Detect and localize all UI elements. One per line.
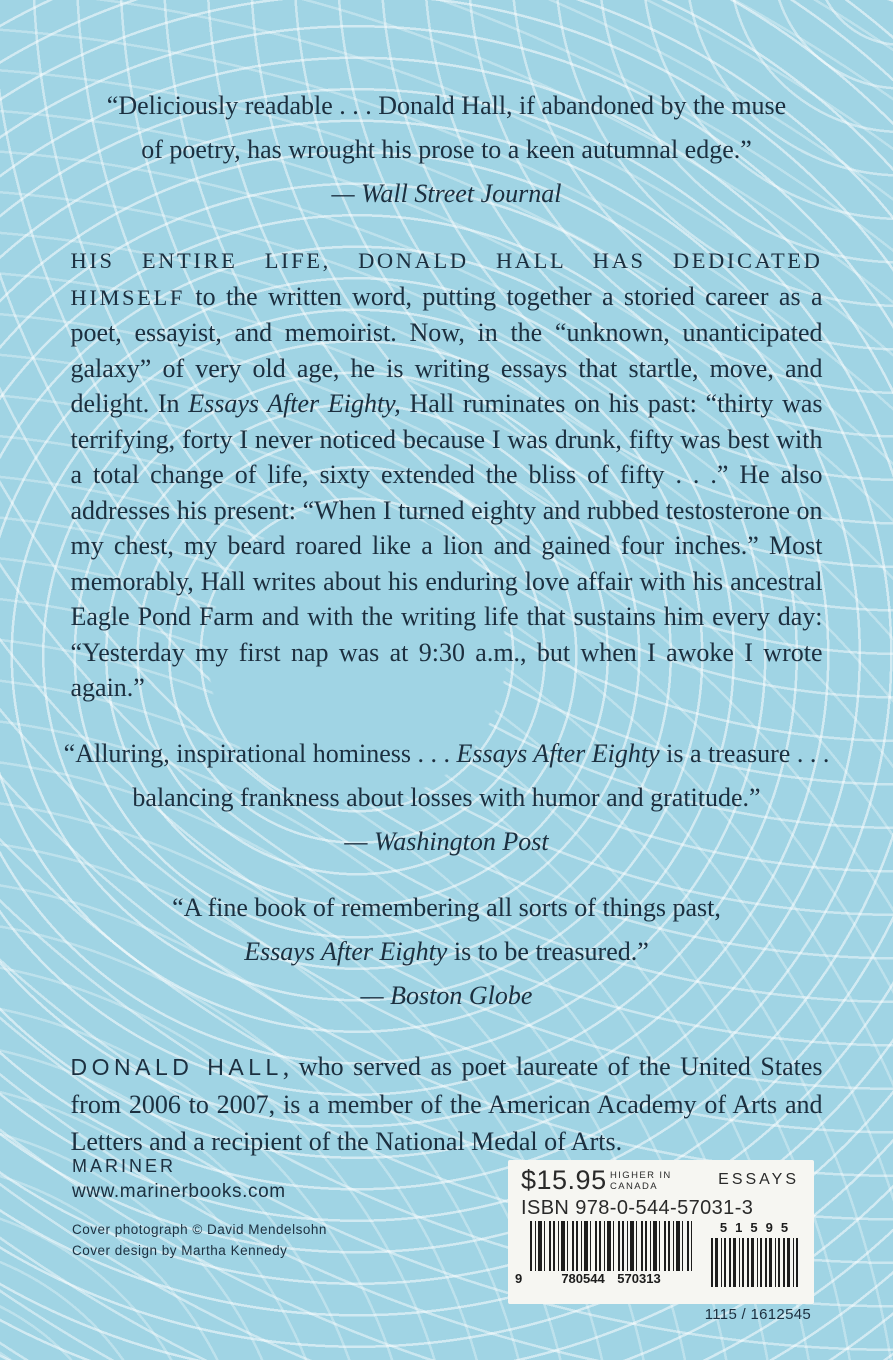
addon-digits: 51595 [719, 1220, 797, 1235]
publisher-imprint: MARINER [72, 1156, 177, 1176]
cover-design-credit: Cover design by Martha Kennedy [72, 1243, 288, 1258]
book-description: HIS ENTIRE LIFE, DONALD HALL HAS DEDICATED HIMSELF to the written word, putting together a storied career as a poet, essayist, and memoirist. Now, in the “unknown, unanticipated galaxy” of very old age, he is writing essays that startle, move, and delight. In Essays After Eighty, Hall ruminates on his past: “thirty was terrifying, forty I never noticed because I was drunk, fifty was best with a total change of life, sixty extended the bliss of fifty . . .” He also addresses his present: “When I turned eighty and rubbed testosterone on my chest, my beard roared like a lion and gained four inches.” Most memorably, Hall writes about his enduring love affair with his ancestral Eagle Pond Farm and with the writing life that sustains him every day: “Yesterday my first nap was at 9:30 a.m., but when I awoke I wrote again.” [70, 248, 823, 702]
top-quote-attribution: — Wall Street Journal [331, 179, 562, 208]
category-label: ESSAYS [718, 1171, 799, 1188]
top-quote-text: “Deliciously readable . . . Donald Hall, if abandoned by the muse of poetry, has wrought his prose to a keen autumnal edge.” [106, 91, 787, 164]
ean-barcode [530, 1221, 692, 1271]
addon-barcode [711, 1238, 799, 1287]
quote-washington-post-text: “Alluring, inspirational hominess . . . Essays After Eighty is a treasure . . . balancing frankness about losses with humor and gratitude.” [63, 738, 830, 812]
quote-boston-globe-text: “A fine book of remembering all sorts of things past, Essays After Eighty is to be treasured.” [172, 892, 721, 966]
publisher-block [72, 1156, 327, 1258]
quote-washington-post [0, 732, 893, 864]
price-note-line2: CANADA [610, 1181, 658, 1192]
cover-photo-credit: Cover photograph © David Mendelsohn [72, 1222, 327, 1237]
price-note-line1: HIGHER IN [610, 1170, 672, 1181]
ean-lead-digit: 9 [515, 1271, 523, 1286]
quote-washington-post-attribution: — Washington Post [344, 826, 549, 856]
top-quote [0, 84, 893, 216]
isbn-number: ISBN 978-0-544-57031-3 [521, 1197, 754, 1219]
quote-boston-globe-attribution: — Boston Globe [360, 980, 533, 1010]
ean-digits: 780544 570313 [530, 1271, 692, 1287]
price: $15.95 [521, 1165, 607, 1195]
price-note [610, 1170, 672, 1192]
publisher-website: www.marinerbooks.com [72, 1181, 286, 1202]
barcode-label [508, 1160, 814, 1304]
print-code: 1115 / 1612545 [704, 1306, 811, 1323]
quote-boston-globe [0, 886, 893, 1018]
author-bio: DONALD HALL, who served as poet laureate of the United States from 2006 to 2007, is a member of the American Academy of Arts and Letters and a recipient of the National Medal of Arts. [70, 1051, 823, 1156]
